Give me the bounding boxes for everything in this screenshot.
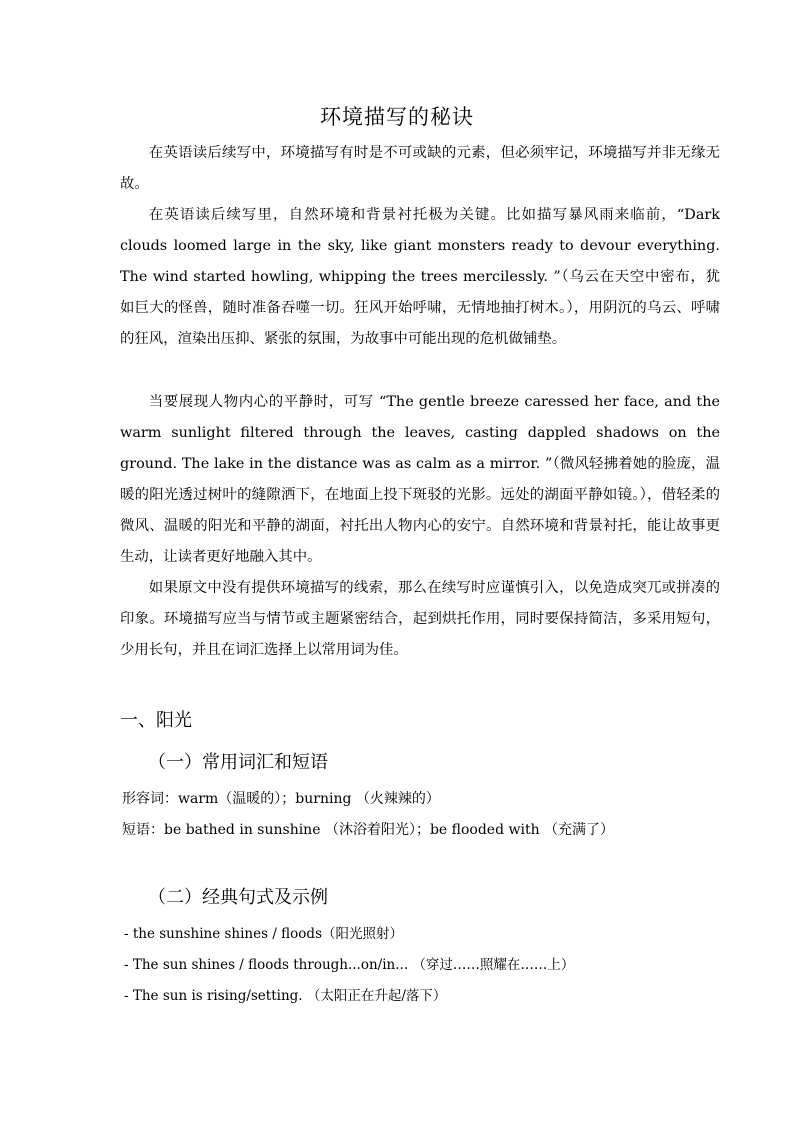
paragraph-advice: 如果原文中没有提供环境描写的线索，那么在续写时应谨慎引入，以免造成突兀或拼凑的印象。环境描写应当与情节或主题紧密结合，起到烘托作用，同时要保持简洁，多采用短句，少用长句，并且在词汇选择上以常用词为佳。 (120, 580, 720, 658)
paragraph-gap (120, 355, 720, 387)
subsection-heading-vocabulary: （一）常用词汇和短语 (148, 752, 328, 773)
vocabulary-adjectives: 形容词：warm（温暖的）；burning （火辣辣的） (122, 791, 440, 807)
section-heading-sunshine: 一、阳光 (120, 710, 192, 731)
vocabulary-phrases: 短语：be bathed in sunshine （沐浴着阳光）；be flooded with （充满了） (122, 822, 615, 838)
paragraph-storm-example: 在英语读后续写里，自然环境和背景衬托极为关键。比如描写暴风雨来临前，“Dark clouds loomed large in the sky, like giant monsters ready to devour everything. The wind started howling, whipping the trees mercilessly. ”（乌云在天空中密布，犹如巨大的怪兽，随时准备吞噬一切。狂风开始呼啸，无情地抽打树木。），用阴沉的乌云、呼啸的狂风，渲染出压抑、紧张的氛围，为故事中可能出现的危机做铺垫。 (120, 207, 720, 347)
paragraph-intro: 在英语读后续写中，环境描写有时是不可或缺的元素，但必须牢记，环境描写并非无缘无故。 (120, 145, 720, 192)
sentence-pattern-item: - The sun shines / floods through...on/in... （穿过……照耀在……上） (124, 957, 575, 973)
document-title: 环境描写的秘诀 (320, 105, 474, 129)
document-body (120, 138, 720, 666)
sentence-pattern-item: - the sunshine shines / floods（阳光照射） (124, 926, 403, 942)
subsection-heading-sentences: （二）经典句式及示例 (148, 887, 328, 908)
sentence-pattern-item: - The sun is rising/setting. （太阳正在升起/落下） (124, 988, 447, 1004)
paragraph-calm-example: 当要展现人物内心的平静时，可写 “The gentle breeze caressed her face, and the warm sunlight filtered through the leaves, casting dappled shadows on the ground. The lake in the distance was as calm as a mirror. ”（微风轻拂着她的脸庞，温暖的阳光透过树叶的缝隙洒下，在地面上投下斑驳的光影。远处的湖面平静如镜。），借轻柔的微风、温暖的阳光和平静的湖面，衬托出人物内心的安宁。自然环境和背景衬托，能让故事更生动，让读者更好地融入其中。 (120, 394, 720, 565)
